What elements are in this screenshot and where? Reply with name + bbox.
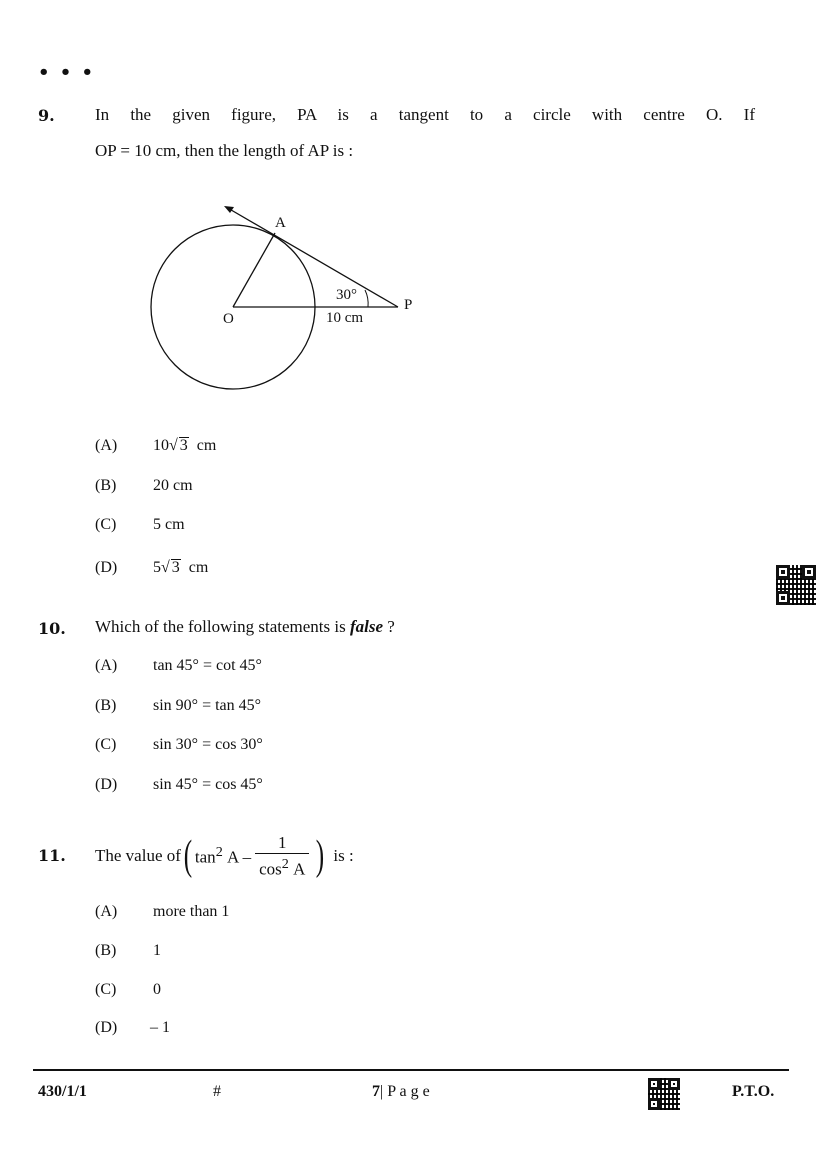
sqrt-icon: √ — [161, 559, 170, 576]
q9-option-a-unit: cm — [196, 437, 217, 454]
footer-page — [372, 1083, 430, 1101]
tan-exponent: 2 — [215, 844, 223, 861]
question-10-number: 10. — [38, 619, 66, 638]
footer-page-word: P a g e — [387, 1083, 430, 1100]
cos-argument: A — [293, 859, 306, 879]
q11-option-b-label: (B) — [95, 942, 117, 959]
question-11-text-before: The value of — [95, 846, 181, 865]
q9-option-d-value — [153, 559, 208, 577]
footer-page-separator: | — [380, 1083, 384, 1100]
q9-option-d-label: (D) — [95, 559, 118, 576]
question-10-text — [95, 609, 395, 645]
cos-text: cos — [259, 859, 282, 879]
top-ellipsis: • • • — [38, 62, 96, 83]
question-11-number: 11. — [38, 846, 66, 865]
question-9-text-line1: In the given figure, PA is a tangent to a circle with centre O. If — [95, 105, 755, 124]
figure-label-A: A — [275, 215, 286, 231]
question-11-text — [95, 826, 354, 886]
fraction-numerator: 1 — [255, 833, 309, 854]
q11-option-a-label: (A) — [95, 903, 118, 920]
q9-option-b-label: (B) — [95, 477, 117, 494]
figure-angle-label: 30° — [336, 287, 357, 303]
footer-page-number: 7 — [372, 1083, 380, 1100]
figure-label-O: O — [223, 311, 234, 327]
q10-option-d-label: (D) — [95, 776, 118, 793]
question-10-emphasis: false — [349, 617, 383, 636]
q9-option-d-unit: cm — [188, 559, 209, 576]
q11-option-c-value: 0 — [153, 981, 161, 998]
q11-option-d-label: (D) — [95, 1019, 118, 1036]
fraction-denominator — [255, 854, 309, 880]
fraction — [255, 833, 309, 880]
q11-option-b-value: 1 — [153, 942, 161, 959]
cos-exponent: 2 — [281, 855, 289, 872]
footer-paper-code: 430/1/1 — [38, 1083, 87, 1100]
q10-option-b-value: sin 90° = tan 45° — [153, 697, 262, 714]
tan-argument: A – — [227, 847, 252, 867]
q9-option-b-value: 20 cm — [153, 477, 193, 494]
footer-hash: # — [213, 1083, 221, 1100]
q11-option-c-label: (C) — [95, 981, 117, 998]
q9-option-a-radicand: 3 — [179, 437, 188, 454]
qr-code-icon — [776, 565, 816, 605]
q11-option-a-value: more than 1 — [153, 903, 230, 920]
q10-option-a-value: tan 45° = cot 45° — [153, 657, 262, 674]
q10-option-a-label: (A) — [95, 657, 118, 674]
left-paren-icon: ( — [183, 833, 193, 879]
q10-option-b-label: (B) — [95, 697, 117, 714]
right-paren-icon: ) — [316, 833, 325, 879]
question-10-text-after: ? — [383, 617, 395, 636]
q10-option-d-value: sin 45° = cos 45° — [153, 776, 263, 793]
q9-option-c-value: 5 cm — [153, 516, 185, 533]
expression-tan — [195, 844, 251, 868]
q10-option-c-label: (C) — [95, 736, 117, 753]
sqrt-icon: √ — [169, 437, 178, 454]
q9-option-c-label: (C) — [95, 516, 117, 533]
figure-length-label: 10 cm — [326, 310, 364, 326]
question-9-text-line2: OP = 10 cm, then the length of AP is : — [95, 141, 354, 160]
footer-pto: P.T.O. — [732, 1083, 775, 1100]
tan-text: tan — [194, 847, 216, 867]
tangent-circle-figure — [140, 195, 440, 405]
question-10-text-before: Which of the following statements is — [95, 617, 350, 636]
q9-option-a-coefficient: 10 — [153, 437, 169, 454]
footer-qr-code-icon — [648, 1078, 680, 1110]
q10-option-c-value: sin 30° = cos 30° — [153, 736, 263, 753]
q11-option-d-value: – 1 — [150, 1019, 170, 1036]
q9-option-a-label: (A) — [95, 437, 118, 454]
question-11-text-after: is : — [333, 846, 354, 865]
footer-divider — [33, 1069, 789, 1071]
q9-option-d-coefficient: 5 — [153, 559, 161, 576]
question-9-number: 9. — [38, 106, 55, 125]
q9-option-a-value — [153, 437, 216, 455]
q9-option-d-radicand: 3 — [171, 559, 180, 576]
figure-label-P: P — [404, 297, 413, 313]
